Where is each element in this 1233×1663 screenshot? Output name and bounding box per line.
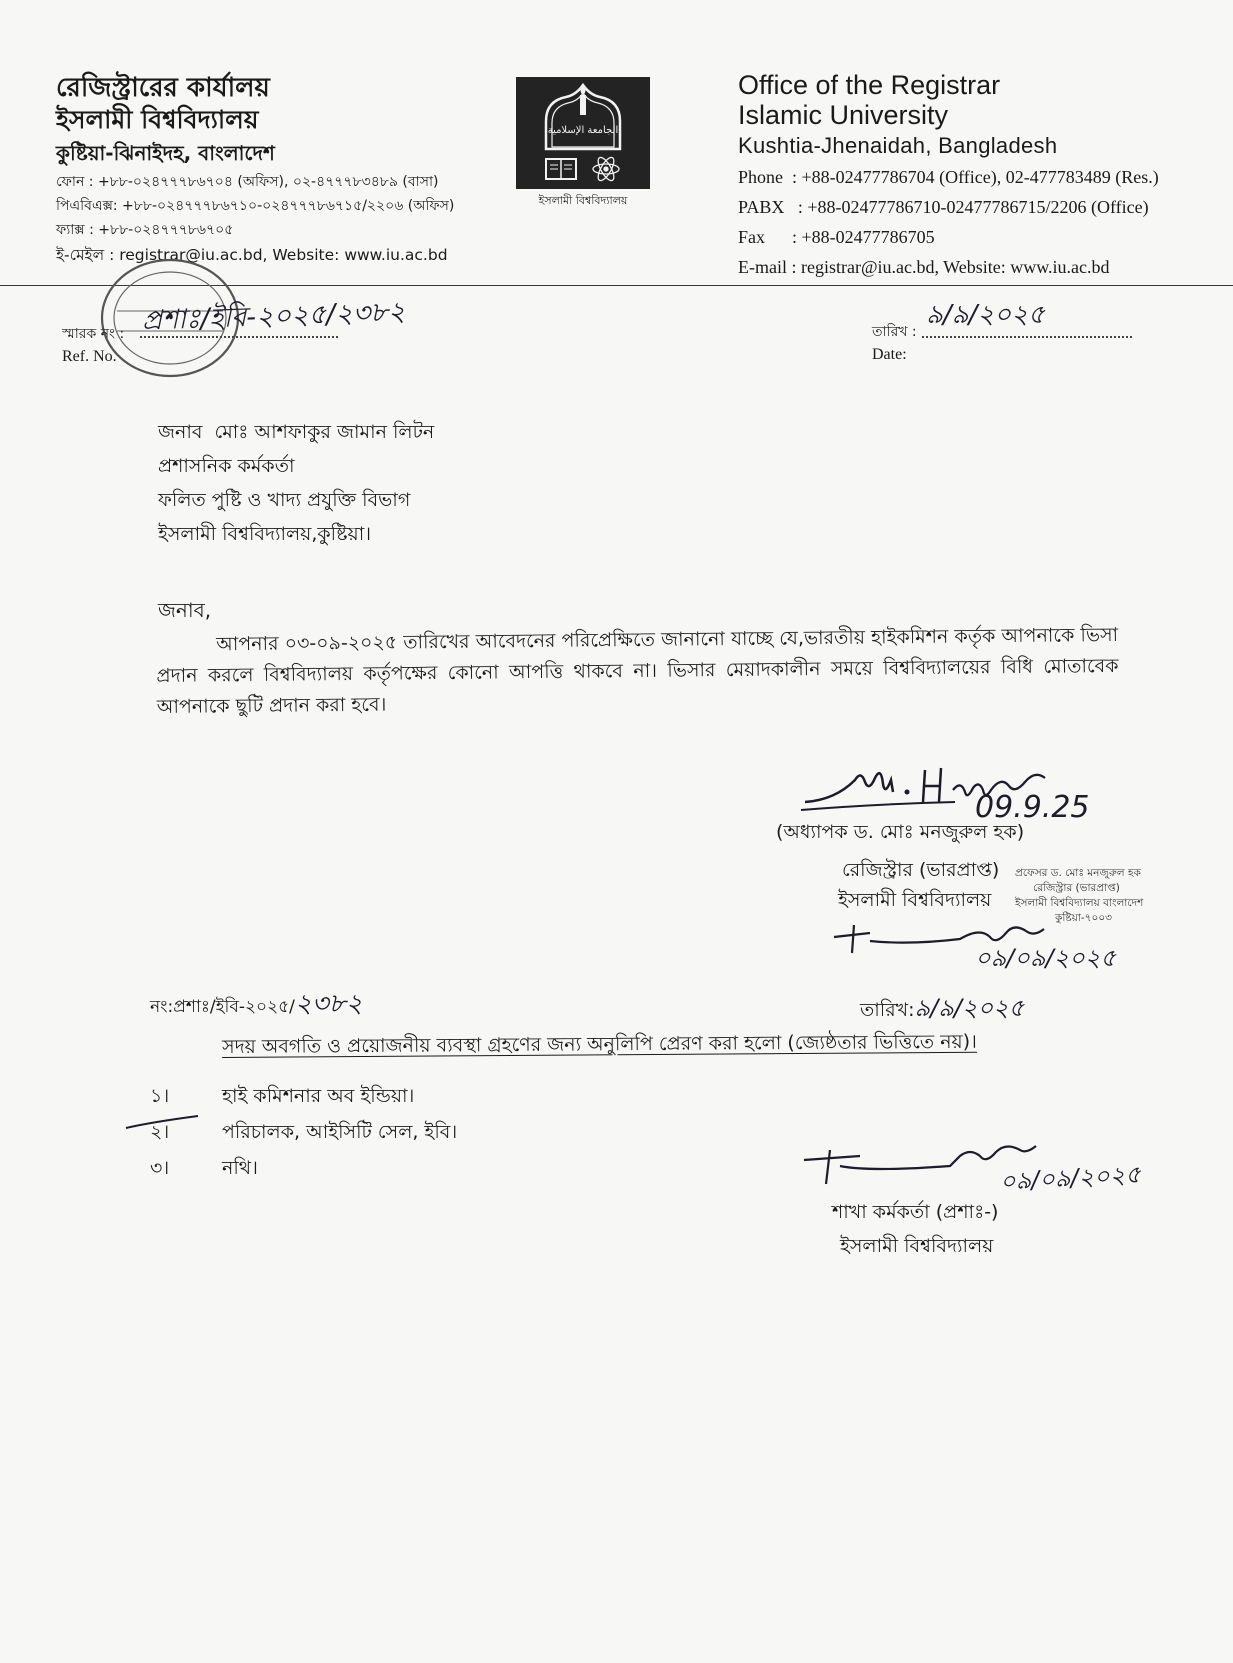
phone-en: Phone : +88-02477786704 (Office), 02-477783489 (Res.) bbox=[738, 167, 1159, 187]
fax-bn: ফ্যাক্স : +৮৮-০২৪৭৭৭৮৬৭০৫ bbox=[56, 222, 234, 238]
emblem-icon bbox=[516, 77, 650, 189]
recipient-designation: প্রশাসনিক কর্মকর্তা bbox=[158, 455, 295, 477]
location-en: Kushtia-Jhenaidah, Bangladesh bbox=[738, 133, 1058, 158]
university-name-en: Islamic University bbox=[738, 100, 949, 130]
stamp-line-4: কুষ্টিয়া-৭০০৩ bbox=[1055, 912, 1112, 924]
registrar-name: (অধ্যাপক ড. মোঃ মনজুরুল হক) bbox=[776, 821, 1025, 843]
letter-body bbox=[156, 620, 1119, 723]
memo2-label: নং:প্রশাঃ/ইবি-২০২৫/ bbox=[150, 997, 295, 1017]
stamp-line-3: ইসলামী বিশ্ববিদ্যালয় বাংলাদেশ bbox=[1015, 897, 1144, 909]
handwritten-tick-mark bbox=[122, 1108, 202, 1138]
signature2-handwritten-date: ০৯/০৯/২০২৫ bbox=[999, 1160, 1142, 1196]
copy-forward-note: সদয় অবগতি ও প্রয়োজনীয় ব্যবস্থা গ্রহণের জন্য অনুলিপি প্রেরণ করা হলো (জ্যেষ্ঠতার ভিত্তিতে নয়)। bbox=[222, 1030, 977, 1058]
email-bn: ই-মেইল : registrar@iu.ac.bd, Website: www.iu.ac.bd bbox=[56, 246, 448, 264]
recipient-university: ইসলামী বিশ্ববিদ্যালয়,কুষ্টিয়া। bbox=[158, 523, 371, 545]
university-name-bn: ইসলামী বিশ্ববিদ্যালয় bbox=[56, 105, 259, 134]
list-item: ১। হাই কমিশনার অব ইন্ডিয়া। bbox=[150, 1085, 415, 1107]
recipient-name: জনাব মোঃ আশফাকুর জামান লিটন bbox=[158, 421, 435, 443]
email-en: E-mail : registrar@iu.ac.bd, Website: www.iu.ac.bd bbox=[738, 257, 1110, 277]
recipient-department: ফলিত পুষ্টি ও খাদ্য প্রযুক্তি বিভাগ bbox=[158, 489, 411, 511]
memo2-date bbox=[860, 990, 1024, 1030]
section-officer-org: ইসলামী বিশ্ববিদ্যালয় bbox=[840, 1235, 994, 1257]
stamp-line-1: প্রফেসর ড. মোঃ মনজুরুল হক bbox=[1015, 867, 1141, 879]
ref-label-bn: স্মারক নং : bbox=[62, 326, 125, 342]
memo2-handwritten-number: ২৩৮২ bbox=[294, 989, 363, 1019]
pabx-en: PABX : +88-02477786710-02477786715/2206 (Office) bbox=[738, 197, 1149, 217]
list-item: ৩। নথি। bbox=[150, 1157, 258, 1179]
registrar-title: রেজিস্ট্রার (ভারপ্রাপ্ত) bbox=[842, 859, 1000, 881]
university-emblem bbox=[516, 77, 650, 189]
ref-label-en: Ref. No. bbox=[62, 348, 117, 365]
initial-date-1: ০৯/০৯/২০২৫ bbox=[975, 944, 1116, 972]
fax-en: Fax : +88-02477786705 bbox=[738, 227, 935, 247]
section-officer-title: শাখা কর্মকর্তা (প্রশাঃ-) bbox=[832, 1201, 999, 1223]
date-handwritten: ৯/৯/২০২৫ bbox=[926, 300, 1045, 330]
pabx-bn: পিএবিএক্স: +৮৮-০২৪৭৭৭৮৬৭১০-০২৪৭৭৭৮৬৭১৫/২২০৬ (অফিস) bbox=[56, 198, 455, 214]
phone-bn: ফোন : +৮৮-০২৪৭৭৭৮৬৭০৪ (অফিস), ০২-৪৭৭৭৮৩৪৮৯ (বাসা) bbox=[56, 174, 439, 190]
memo2-number bbox=[150, 983, 362, 1027]
list-item: ২। পরিচালক, আইসিটি সেল, ইবি। bbox=[150, 1121, 458, 1143]
location-bn: কুষ্টিয়া-ঝিনাইদহ, বাংলাদেশ bbox=[56, 141, 275, 165]
registrar-org: ইসলামী বিশ্ববিদ্যালয় bbox=[838, 889, 992, 911]
memo2-date-label: তারিখ: bbox=[860, 999, 915, 1021]
memo2-date-value: ৯/৯/২০২৫ bbox=[914, 994, 1025, 1022]
ref-number-handwritten: প্রশাঃ/ইবি-২০২৫/২৩৮২ bbox=[141, 296, 406, 337]
letter-body-text: আপনার ০৩-০৯-২০২৫ তারিখের আবেদনের পরিপ্রেক্ষিতে জানানো যাচ্ছে যে,ভারতীয় হাইকমিশন কর্তৃক আপনাকে ভিসা প্রদান করলে বিশ্ববিদ্যালয় কর্তৃপক্ষের কোনো আপত্তি থাকবে না। ভিসার মেয়াদকালীন সময়ে বিশ্ববিদ্যালয়ের বিধি মোতাবেক আপনাকে ছুটি প্রদান করা হবে। bbox=[156, 623, 1119, 718]
salutation: জনাব, bbox=[158, 598, 212, 622]
stamp-line-2: রেজিস্ট্রার (ভারপ্রাপ্ত) bbox=[1033, 882, 1120, 894]
header-english bbox=[738, 70, 1218, 282]
office-name-en: Office of the Registrar bbox=[738, 70, 1001, 100]
date-label-bn: তারিখ : bbox=[872, 324, 917, 340]
date-label-en: Date: bbox=[872, 346, 907, 363]
recipient-address bbox=[158, 415, 434, 551]
svg-text:الجامعة الإسلامية: الجامعة الإسلامية bbox=[547, 125, 619, 136]
signature1-handwritten-date: 09.9.25 bbox=[975, 790, 1090, 825]
office-name-bn: রেজিস্ট্রারের কার্যালয় bbox=[56, 73, 270, 103]
emblem-caption: ইসলামী বিশ্ববিদ্যালয় bbox=[538, 194, 628, 207]
header-bangla bbox=[56, 72, 486, 268]
